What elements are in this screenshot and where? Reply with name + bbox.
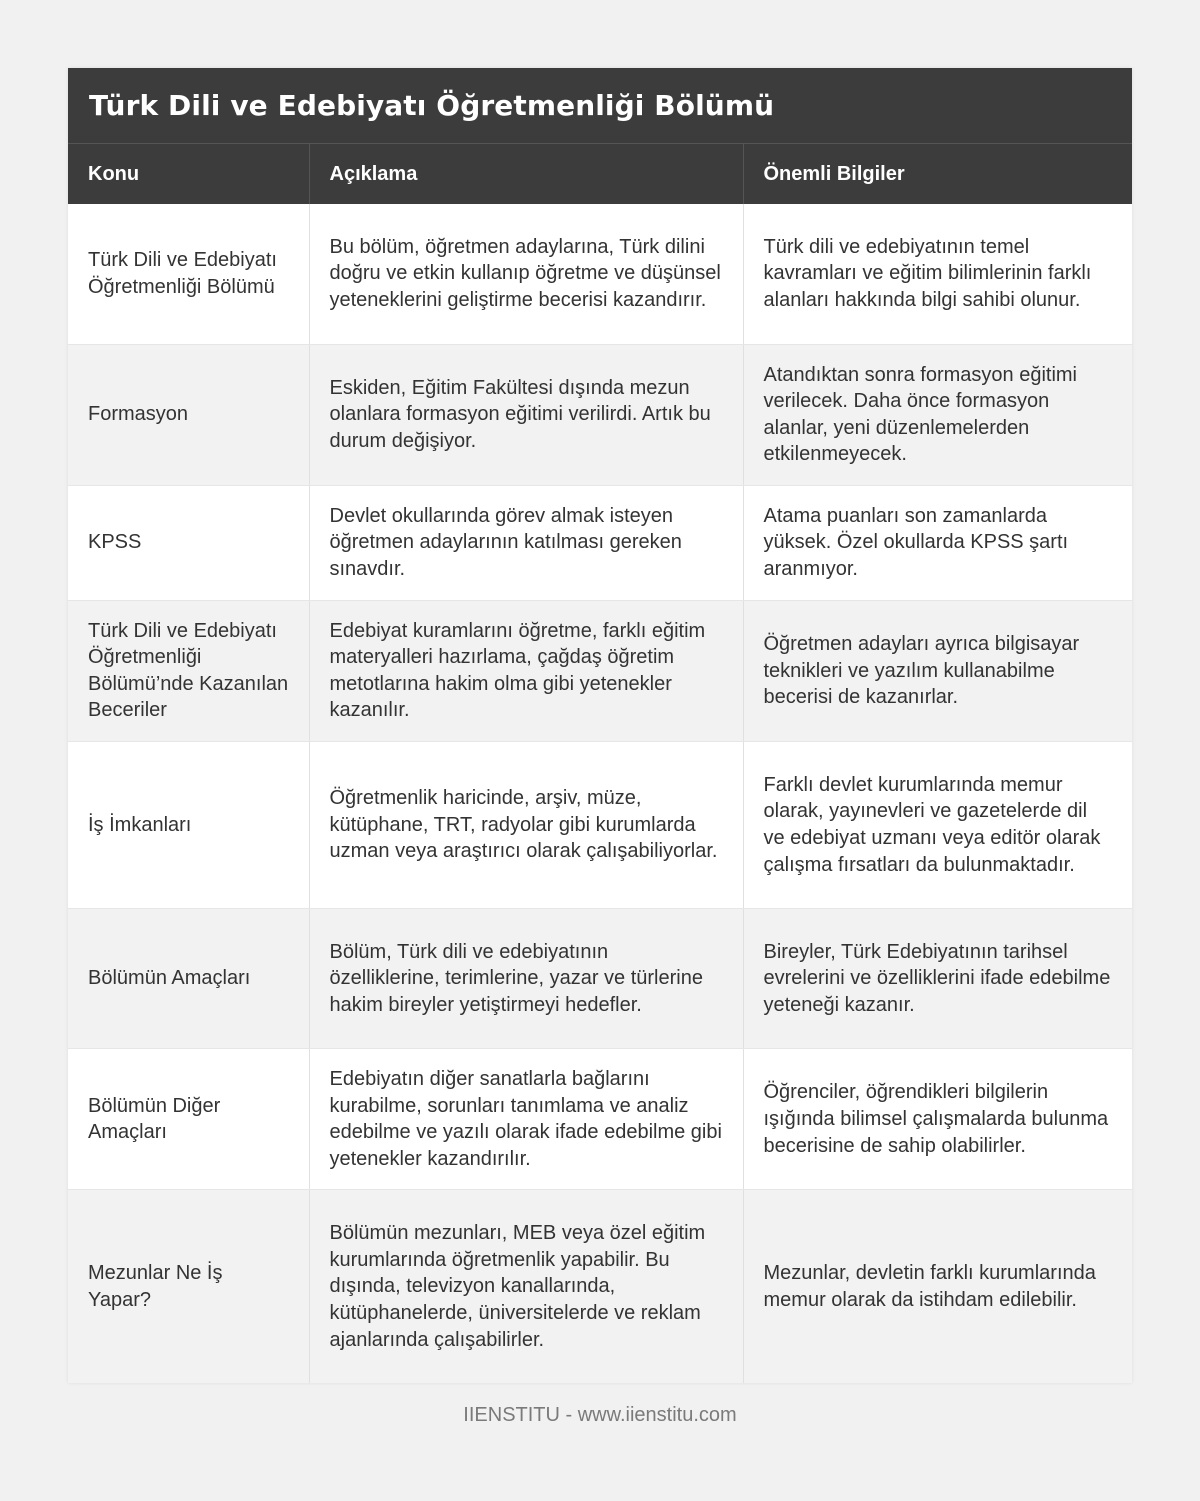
table-row [68,1190,1132,1383]
cell-bilgi: Atama puanları son zamanlarda yüksek. Özel okullarda KPSS şartı aranmıyor. [743,485,1132,600]
cell-bilgi: Mezunlar, devletin farklı kurumlarında memur olarak da istihdam edilebilir. [743,1190,1132,1383]
table-row [68,1049,1132,1190]
cell-konu: KPSS [68,485,309,600]
cell-aciklama: Edebiyat kuramlarını öğretme, farklı eğitim materyalleri hazırlama, çağdaş öğretim metotlarına hakim olma gibi yetenekler kazanılır. [309,600,743,741]
cell-aciklama: Edebiyatın diğer sanatlarla bağlarını kurabilme, sorunları tanımlama ve analiz edebilme ve yazılı olarak ifade edebilme gibi yetenekler kazandırılır. [309,1049,743,1190]
cell-bilgi: Öğretmen adayları ayrıca bilgisayar teknikleri ve yazılım kullanabilme becerisi de kazanırlar. [743,600,1132,741]
table-row [68,909,1132,1049]
table-card [68,68,1132,1383]
cell-aciklama: Eskiden, Eğitim Fakültesi dışında mezun olanlara formasyon eğitimi verilirdi. Artık bu durum değişiyor. [309,344,743,485]
cell-aciklama: Öğretmenlik haricinde, arşiv, müze, kütüphane, TRT, radyolar gibi kurumlarda uzman veya araştırıcı olarak çalışabiliyorlar. [309,742,743,909]
column-header-aciklama: Açıklama [309,144,743,204]
header-row [68,144,1132,204]
cell-bilgi: Bireyler, Türk Edebiyatının tarihsel evrelerini ve özelliklerini ifade edebilme yeteneği kazanır. [743,909,1132,1049]
cell-konu: Bölümün Diğer Amaçları [68,1049,309,1190]
table-row [68,600,1132,741]
cell-aciklama: Bölüm, Türk dili ve edebiyatının özelliklerine, terimlerine, yazar ve türlerine hakim bireyler yetiştirmeyi hedefler. [309,909,743,1049]
cell-konu: Türk Dili ve Edebiyatı Öğretmenliği Bölümü [68,204,309,344]
table-header [68,144,1132,204]
cell-aciklama: Bölümün mezunları, MEB veya özel eğitim kurumlarında öğretmenlik yapabilir. Bu dışında, televizyon kanallarında, kütüphanelerde, üniversitelerde ve reklam ajanlarında çalışabilirler. [309,1190,743,1383]
info-table [68,144,1132,1383]
cell-konu: Türk Dili ve Edebiyatı Öğretmenliği Bölümü’nde Kazanılan Beceriler [68,600,309,741]
cell-konu: Formasyon [68,344,309,485]
column-header-onemli-bilgiler: Önemli Bilgiler [743,144,1132,204]
table-title: Türk Dili ve Edebiyatı Öğretmenliği Bölümü [68,68,1132,144]
table-row [68,485,1132,600]
cell-konu: Bölümün Amaçları [68,909,309,1049]
cell-bilgi: Atandıktan sonra formasyon eğitimi verilecek. Daha önce formasyon alanlar, yeni düzenlemelerden etkilenmeyecek. [743,344,1132,485]
table-row [68,742,1132,909]
cell-bilgi: Türk dili ve edebiyatının temel kavramları ve eğitim bilimlerinin farklı alanları hakkında bilgi sahibi olunur. [743,204,1132,344]
cell-aciklama: Devlet okullarında görev almak isteyen öğretmen adaylarının katılması gereken sınavdır. [309,485,743,600]
cell-bilgi: Öğrenciler, öğrendikleri bilgilerin ışığında bilimsel çalışmalarda bulunma becerisine de sahip olabilirler. [743,1049,1132,1190]
cell-bilgi: Farklı devlet kurumlarında memur olarak, yayınevleri ve gazetelerde dil ve edebiyat uzmanı veya editör olarak çalışma fırsatları da bulunmaktadır. [743,742,1132,909]
table-body [68,204,1132,1383]
cell-aciklama: Bu bölüm, öğretmen adaylarına, Türk dilini doğru ve etkin kullanıp öğretme ve düşünsel yeteneklerini geliştirme becerisi kazandırır. [309,204,743,344]
table-row [68,204,1132,344]
table-row [68,344,1132,485]
footer-credit: IIENSTITU - www.iienstitu.com [463,1404,737,1426]
cell-konu: İş İmkanları [68,742,309,909]
cell-konu: Mezunlar Ne İş Yapar? [68,1190,309,1383]
column-header-konu: Konu [68,144,309,204]
